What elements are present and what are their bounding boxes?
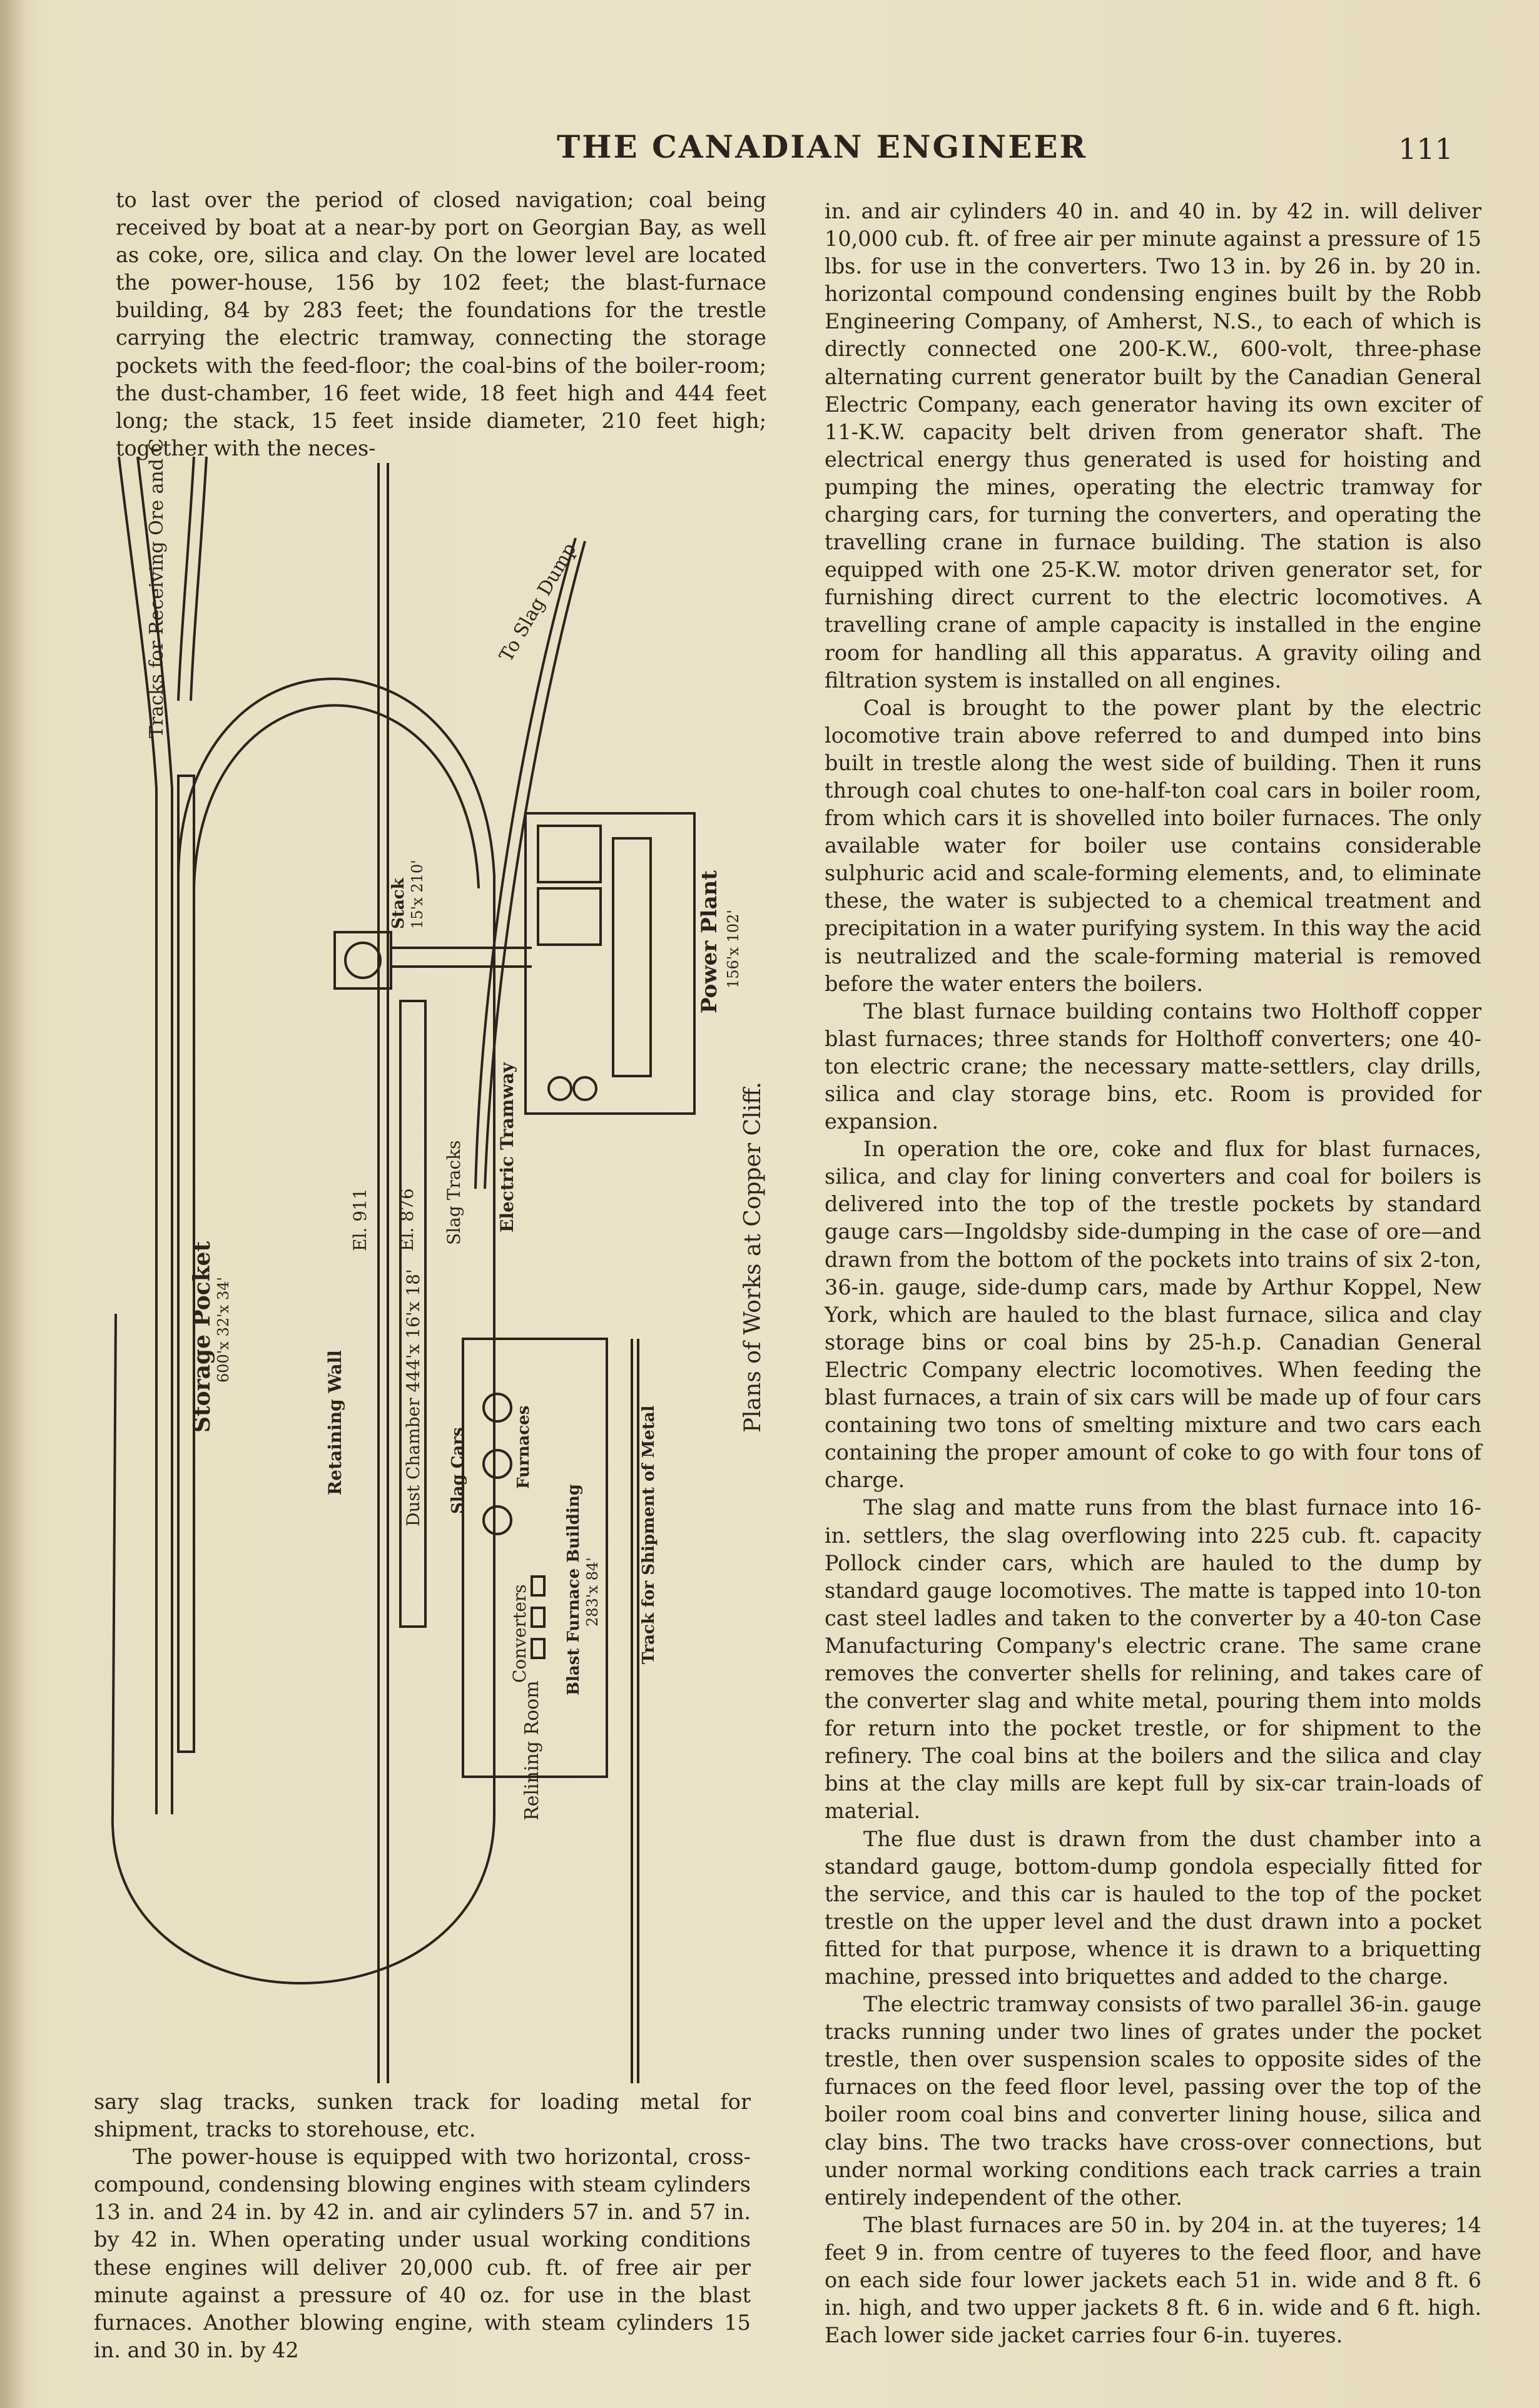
paragraph: sary slag tracks, sunken track for loading metal for shipment, tracks to storehouse, etc. (94, 2090, 751, 2142)
label-power-plant: Power Plant (697, 870, 722, 1013)
paragraph: to last over the period of closed navigation; coal being received by boat at a near-by port on Georgian Bay, as well as coke, ore, silica and clay. On the lower level are located the power-house, 156 by 102 feet; the blast-furnace building, 84 by 283 feet; the foundations for the trestle carrying the electric tramway, connecting the storage pockets with the feed-floor; the coal-bins of the boiler-room; the dust-chamber, 16 feet wide, 18 feet high and 444 feet long; the stack, 15 feet inside diameter, 210 feet high; together with the neces- (116, 188, 766, 460)
plan-figure (94, 438, 788, 2083)
plan-drawing (94, 438, 788, 2083)
left-column-top (116, 186, 766, 462)
label-receiving-tracks: Tracks for Receiving Ore and Coal (146, 438, 168, 738)
label-track-shipment: Track for Shipment of Metal (639, 1405, 658, 1664)
label-electric-tramway: Electric Tramway (497, 1062, 517, 1232)
boiler-1 (538, 826, 601, 882)
label-storage-pocket-dims: 600'x 32'x 34' (215, 1276, 232, 1383)
furnace-3 (484, 1506, 511, 1534)
label-converters: Converters (509, 1584, 530, 1683)
receiving-track-4 (191, 457, 206, 701)
plan-labels (146, 438, 766, 1821)
label-slag-dump: To Slag Dump (495, 539, 581, 666)
paragraph: The power-house is equipped with two horizontal, cross-compound, condensing blowing engines with steam cylinders 13 in. and 24 in. by 42 in. and air cylinders 57 in. and 57 in. by 42 in. When operating under usual working conditions these engines will deliver 20,000 cub. ft. of free air per minute against a pressure of 40 oz. for use in the blast furnaces. Another blowing engine, with steam cylinders 15 in. and 30 in. by 42 (94, 2145, 751, 2362)
converter-3 (532, 1639, 544, 1658)
power-plant-outline (526, 813, 694, 1114)
binding-shadow (0, 0, 25, 2408)
label-blast-furnace-building: Blast Furnace Building (564, 1484, 583, 1695)
running-head (0, 128, 1539, 172)
label-slag-tracks: Slag Tracks (444, 1140, 464, 1245)
paragraph: in. and air cylinders 40 in. and 40 in. by 42 in. will deliver 10,000 cub. ft. of free air per minute against a pressure of 15 lbs. for use in the converters. Two 13 in. by 26 in. by 20 in. horizontal compound condensing engines built by the Robb Engineering Company, of Amherst, N.S., to each of which is directly connected one 200-K.W., 600-volt, three-phase alternating current generator built by the Canadian General Electric Company, each generator having its own exciter of 11-K.W. capacity belt driven from generator shaft. The electrical energy thus generated is used for hoisting and pumping the mines, operating the electric tramway for charging cars, for turning the converters, and operating the travelling crane in furnace building. The station is also equipped with one 25-K.W. motor driven generator set, for furnishing direct current to the electric locomotives. A travelling crane of ample capacity is installed in the engine room for handling all this apparatus. A gravity oiling and filtration system is installed on all engines. (825, 199, 1481, 693)
label-power-plant-dims: 156'x 102' (724, 910, 742, 988)
paragraph: The electric tramway consists of two parallel 36-in. gauge tracks running under two lines of grates under the pocket trestle, then over suspension scales to opposite sides of the furnaces on the feed floor level, passing over the top of the boiler room coal bins and converter lining house, silica and clay bins. The two tracks have cross-over connections, but under normal working conditions each track carries a train entirely independent of the other. (825, 1992, 1481, 2210)
loop-track-inner (194, 706, 479, 889)
paragraph: The slag and matte runs from the blast furnace into 16-in. settlers, the slag overflowing into 225 cub. ft. capacity Pollock cinder cars, which are hauled to the dump by standard gauge locomotives. The matte is tapped into 10-ton cast steel ladles and taken to the converter by a 40-ton Case Manufacturing Company's electric crane. The same crane removes the converter shells for relining, and takes care of the converter slag and white metal, pouring them into molds for return into the pocket trestle, or for shipment to the refinery. The coal bins at the boilers and the silica and clay bins at the clay mills are kept full by six-car train-loads of material. (825, 1495, 1481, 1824)
label-stack-dims: 15'x 210' (409, 860, 426, 929)
page-number: 111 (1398, 132, 1453, 166)
boiler-2 (538, 888, 601, 945)
paragraph: The blast furnace building contains two Holthoff copper blast furnaces; three stands for Holthoff converters; one 40-ton electric crane; the necessary matte-settlers, clay drills, silica and clay storage bins, etc. Room is provided for expansion. (825, 998, 1481, 1134)
stack-base (335, 932, 391, 988)
paragraph: Coal is brought to the power plant by the electric locomotive train above referred to and dumped into bins built in trestle along the west side of building. Then it runs through coal chutes to one-half-ton coal cars in boiler room, from which cars it is shovelled into boiler furnaces. The only available water for boiler use contains considerable sulphuric acid and scale-forming elements, and, to eliminate these, the water is subjected to a chemical treatment and precipitation in a water purifying system. In this way the acid is neutralized and the scale-forming material is removed before the water enters the boilers. (825, 695, 1481, 996)
label-el-876: El. 876 (397, 1188, 417, 1251)
paragraph: In operation the ore, coke and flux for blast furnaces, silica, and clay for lining converters and coal for boilers is delivered into the top of the trestle pockets by standard gauge cars—Ingoldsby side-dumping in the case of ore—and drawn from the bottom of the pockets into trains of six 2-ton, 36-in. gauge, side-dump cars, made by Arthur Koppel, New York, which are hauled to the blast furnace, silica and clay storage bins or coal bins by 25-h.p. Canadian General Electric Company electric locomotives. When feeding the blast furnaces, a train of six cars will be made up of four cars containing two tons of smelting mixture and two cars each containing the proper amount of coke to go with four tons of charge. (825, 1137, 1481, 1493)
label-dust-chamber: Dust Chamber 444'x 16'x 18' (403, 1269, 424, 1527)
furnace-1 (484, 1394, 511, 1421)
label-retaining-wall: Retaining Wall (325, 1350, 345, 1495)
loop-track (113, 679, 494, 1983)
label-relining-room: Relining Room (521, 1680, 543, 1821)
paragraph: The blast furnaces are 50 in. by 204 in. at the tuyeres; 14 feet 9 in. from centre of tuyeres to the feed floor, and have on each side four lower jackets each 51 in. wide and 8 ft. 6 in. high, and two upper jackets 8 ft. 6 in. wide and 6 ft. high. Each lower side jacket carries four 6-in. tuyeres. (825, 2212, 1481, 2348)
converter-2 (532, 1608, 544, 1627)
label-storage-pocket: Storage Pocket (189, 1241, 215, 1433)
label-blast-furnace-dims: 283'x 84' (584, 1557, 601, 1627)
figure-caption: Plans of Works at Copper Cliff. (740, 1082, 766, 1433)
paragraph: The flue dust is drawn from the dust chamber into a standard gauge, bottom-dump gondola especially fitted for the service, and this car is hauled to the top of the pocket trestle on the upper level and the dust drawn into a pocket fitted for that purpose, whence it is drawn to a briquetting machine, pressed into briquettes and added to the charge. (825, 1826, 1481, 1989)
stack-circle (345, 943, 380, 978)
pump-2 (574, 1077, 596, 1100)
furnace-2 (484, 1450, 511, 1478)
label-stack: Stack (389, 878, 408, 929)
label-furnaces: Furnaces (514, 1405, 533, 1489)
journal-title: THE CANADIAN ENGINEER (557, 128, 1088, 165)
right-column (825, 198, 1481, 2349)
label-slag-cars: Slag Cars (449, 1427, 467, 1514)
pump-1 (549, 1077, 571, 1100)
label-el-911: El. 911 (350, 1188, 370, 1251)
left-column-bottom (94, 2088, 751, 2364)
engine-room (613, 838, 651, 1076)
converter-1 (532, 1577, 544, 1595)
